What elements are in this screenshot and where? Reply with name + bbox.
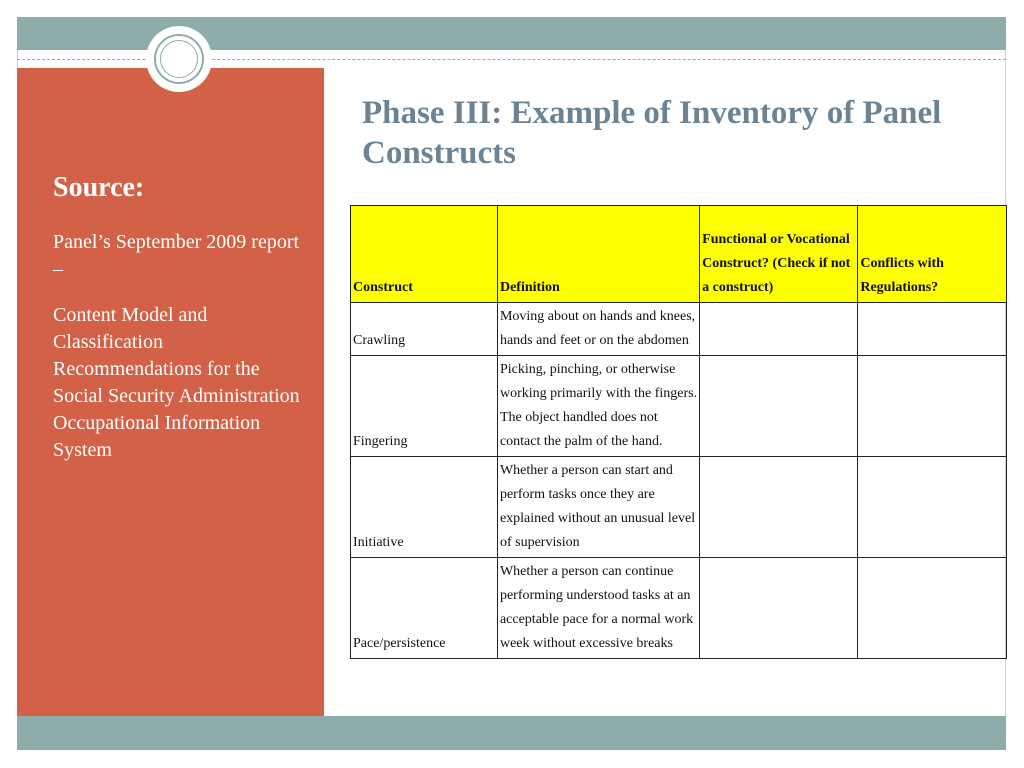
cell-conflicts <box>858 457 1007 558</box>
bottom-accent-band <box>17 716 1006 750</box>
cell-construct: Pace/persistence <box>351 558 498 659</box>
cell-conflicts <box>858 356 1007 457</box>
cell-construct: Initiative <box>351 457 498 558</box>
cell-definition: Whether a person can continue performing understood tasks at an acceptable pace for a normal work week without excessive breaks <box>497 558 699 659</box>
cell-definition: Whether a person can start and perform tasks once they are explained without an unusual level of supervision <box>497 457 699 558</box>
cell-conflicts <box>858 303 1007 356</box>
table-header-row <box>351 206 1007 303</box>
source-title-text: Content Model and Classification Recommendations for the Social Security Administration Occupational Information System <box>53 304 300 461</box>
cell-conflicts <box>858 558 1007 659</box>
header-construct: Construct <box>351 206 498 303</box>
cell-construct: Fingering <box>351 356 498 457</box>
constructs-table <box>350 205 1007 659</box>
circle-inner-icon <box>160 40 198 78</box>
source-report-text: Panel’s September 2009 report – <box>53 231 300 280</box>
cell-definition: Moving about on hands and knees, hands and feet or on the abdomen <box>497 303 699 356</box>
header-functional: Functional or Vocational Construct? (Check if not a construct) <box>700 206 858 303</box>
cell-functional <box>700 558 858 659</box>
table-row <box>351 356 1007 457</box>
header-conflicts: Conflicts with Regulations? <box>858 206 1007 303</box>
table-row <box>351 558 1007 659</box>
header-definition: Definition <box>497 206 699 303</box>
cell-functional <box>700 356 858 457</box>
table-row <box>351 457 1007 558</box>
cell-functional <box>700 303 858 356</box>
cell-functional <box>700 457 858 558</box>
slide-title: Phase III: Example of Inventory of Panel Constructs <box>362 95 942 171</box>
cell-construct: Crawling <box>351 303 498 356</box>
cell-definition: Picking, pinching, or otherwise working primarily with the fingers. The object handled does not contact the palm of the hand. <box>497 356 699 457</box>
table-row <box>351 303 1007 356</box>
source-heading: Source: <box>53 172 145 203</box>
